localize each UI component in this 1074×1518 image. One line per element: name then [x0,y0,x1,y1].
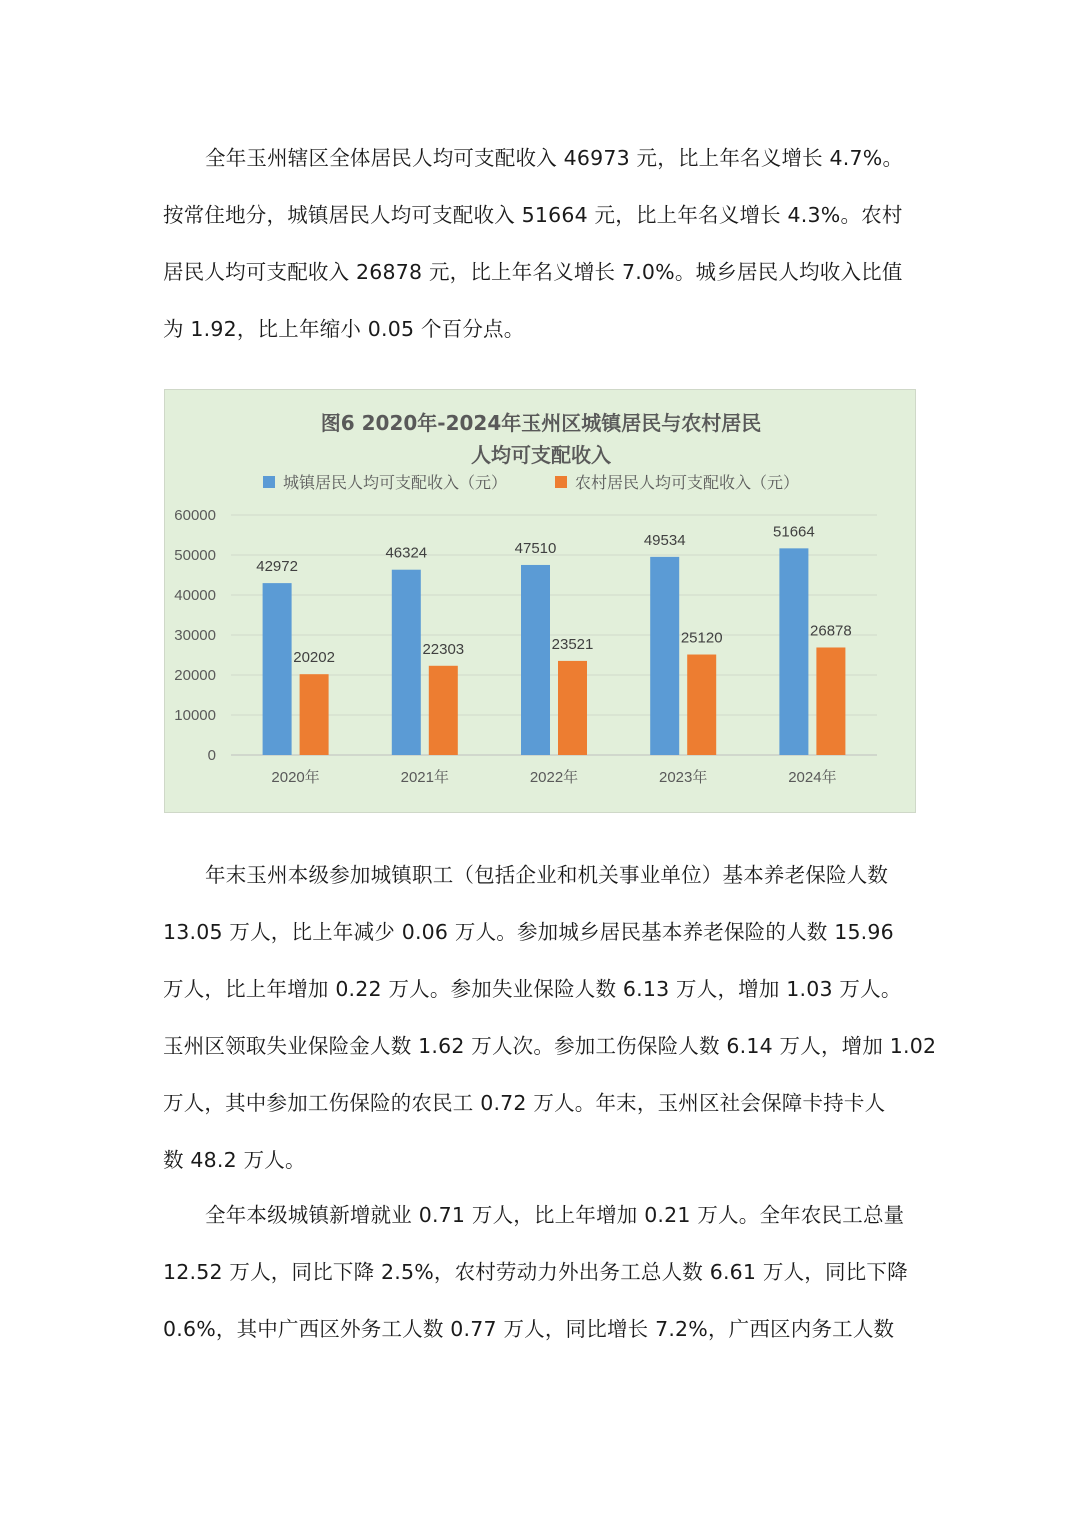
text-line: 数 48.2 万人。 [163,1148,306,1172]
data-label: 23521 [551,635,594,653]
data-label: 20202 [293,649,335,667]
x-tick-label: 2022年 [529,769,579,786]
text-line: 全年玉州辖区全体居民人均可支配收入 46973 元，比上年名义增长 4.7%。 [205,146,904,170]
bar [558,661,587,755]
text-line: 13.05 万人，比上年减少 0.06 万人。参加城乡居民基本养老保险的人数 15.96 [163,920,894,944]
bar [521,565,550,755]
chart-title: 图6 2020年-2024年玉州区城镇居民与农村居民 [320,411,762,435]
y-tick-label: 20000 [174,667,216,684]
x-tick-label: 2023年 [659,769,708,786]
text-line: 0.6%，其中广西区外务工人数 0.77 万人，同比增长 7.2%，广西区内务工人数 [163,1317,895,1341]
employment-paragraph [163,1187,915,1358]
chart-title: 人均可支配收入 [471,443,611,467]
legend-swatch [263,476,275,488]
text-line: 年末玉州本级参加城镇职工（包括企业和机关事业单位）基本养老保险人数 [205,863,889,887]
text-line: 玉州区领取失业保险金人数 1.62 万人次。参加工伤保险人数 6.14 万人，增加 1.02 [163,1034,937,1058]
legend-label: 城镇居民人均可支配收入（元） [283,473,508,492]
text-line: 按常住地分，城镇居民人均可支配收入 51664 元，比上年名义增长 4.3%。农村 [163,203,903,227]
y-tick-label: 60000 [174,507,216,524]
data-label: 42972 [256,558,298,576]
text-line: 12.52 万人，同比下降 2.5%，农村劳动力外出务工总人数 6.61 万人，同比下降 [163,1260,908,1284]
text-line: 为 1.92，比上年缩小 0.05 个百分点。 [163,317,525,341]
text-line: 万人，比上年增加 0.22 万人。参加失业保险人数 6.13 万人，增加 1.03 万人。 [163,977,902,1001]
x-tick-label: 2024年 [788,769,837,786]
bar [263,583,292,755]
text-line: 万人，其中参加工伤保险的农民工 0.72 万人。年末，玉州区社会保障卡持卡人 [163,1091,886,1115]
bar [650,557,679,755]
y-tick-label: 40000 [174,587,216,604]
text-line: 居民人均可支配收入 26878 元，比上年名义增长 7.0%。城乡居民人均收入比值 [163,260,903,284]
chart-canvas [165,390,917,814]
bar [429,666,458,755]
data-label: 25120 [680,629,723,647]
data-label: 46324 [385,544,428,562]
text-line: 全年本级城镇新增就业 0.71 万人，比上年增加 0.21 万人。全年农民工总量 [205,1203,905,1227]
bar [300,674,329,755]
bar [392,570,421,755]
income-paragraph [163,130,915,358]
legend-label: 农村居民人均可支配收入（元） [575,473,800,492]
bar [816,647,845,755]
x-tick-label: 2021年 [400,769,449,786]
y-tick-label: 50000 [174,547,216,564]
data-label: 49534 [643,531,686,549]
y-tick-label: 0 [207,747,216,764]
bar [779,548,808,755]
data-label: 47510 [514,539,557,557]
y-tick-label: 30000 [174,627,216,644]
data-label: 22303 [422,640,465,658]
income-bar-chart [164,389,916,813]
y-tick-label: 10000 [174,707,216,724]
pension-paragraph [163,847,937,1189]
x-tick-label: 2020年 [271,769,320,786]
data-label: 51664 [773,523,815,541]
bar [687,655,716,755]
data-label: 26878 [810,622,852,640]
legend-swatch [555,476,567,488]
